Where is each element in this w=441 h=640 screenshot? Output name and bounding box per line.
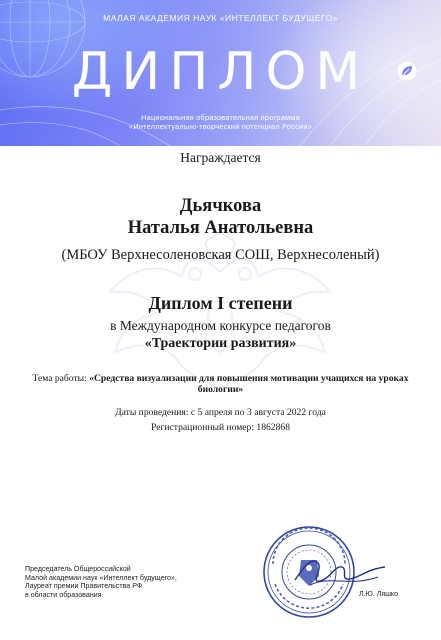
registration-number: Регистрационный номер: 1862868 [151, 422, 290, 433]
signature-icon [290, 545, 390, 595]
work-topic [30, 373, 411, 395]
chair-line-4: в области образования [25, 590, 102, 599]
awarded-label: Награждается [180, 150, 261, 165]
topic-label: Тема работы: [32, 373, 87, 384]
diploma-degree: Диплом I степени [148, 293, 293, 313]
academy-title: МАЛАЯ АКАДЕМИЯ НАУК «ИНТЕЛЛЕКТ БУДУЩЕГО» [103, 13, 338, 23]
chair-line-3: Лауреат премии Правительства РФ [25, 582, 143, 591]
recipient-organization: (МБОУ Верхнесоленовская СОШ, Верхнесоленый) [61, 247, 380, 263]
contest-name: «Траектории развития» [144, 336, 297, 351]
leaf-logo-icon [397, 61, 417, 81]
header-banner [0, 0, 441, 146]
chair-line-2: Малой академии наук «Интеллект будущего», [25, 573, 177, 582]
program-line-1: Национальная образовательная программа [141, 113, 300, 122]
contest-description: в Международном конкурсе педагогов [110, 318, 331, 333]
topic-text: «Средства визуализации для повышения мотивации учащихся на уроках биологии» [89, 373, 409, 395]
diploma-title: ДИПЛОМ [71, 42, 370, 102]
signer-name: Л.Ю. Ляшко [359, 590, 399, 598]
program-text [0, 113, 441, 131]
chairman-info [25, 565, 235, 599]
recipient-surname: Дьячкова [179, 196, 262, 216]
event-dates: Даты проведения: с 5 апреля по 3 августа 2022 года [115, 407, 326, 418]
program-line-2: «Интеллектуально-творческий потенциал России» [129, 122, 312, 131]
recipient-name: Наталья Анатольевна [127, 218, 314, 238]
chair-line-1: Председатель Общероссийской [25, 565, 131, 573]
